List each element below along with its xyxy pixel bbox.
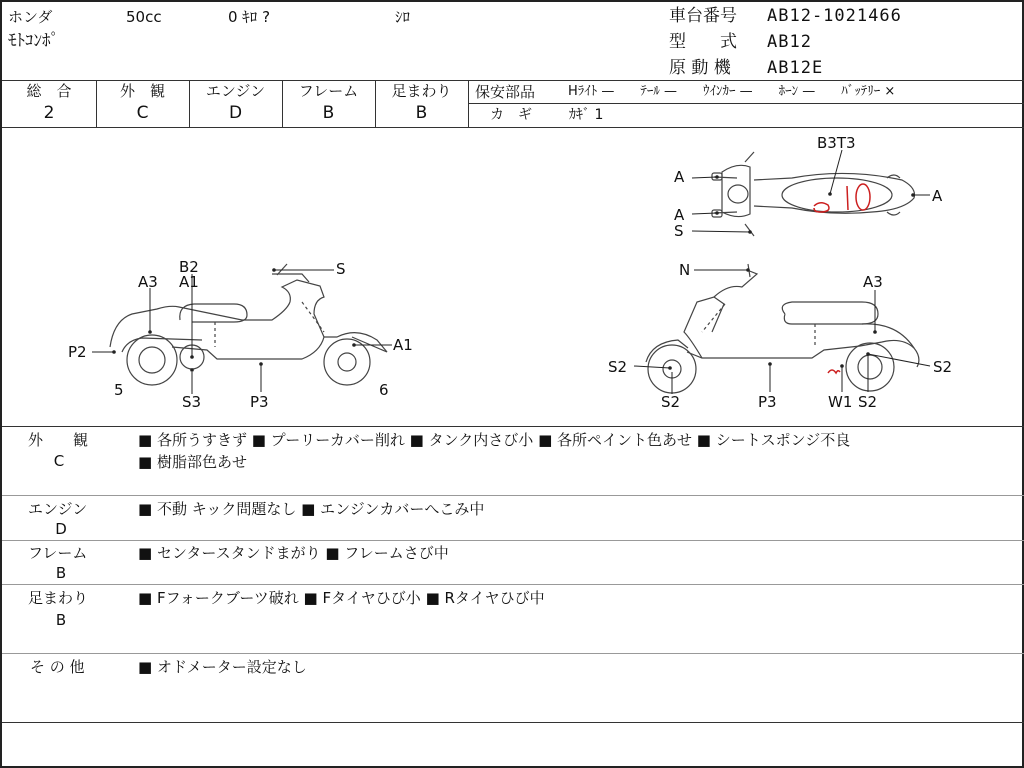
label-right-s2-bottom-left: S2	[661, 393, 681, 411]
notes-engine-line-1: ■ 不動 キック問題なし ■ エンジンカバーへこみ中	[138, 500, 485, 518]
notes-frame-label: フレーム	[28, 544, 88, 562]
notes-frame-line-1: ■ センタースタンドまがり ■ フレームさび中	[138, 544, 449, 562]
label-left-p3: P3	[250, 393, 269, 411]
key-value: ｶｷﾞ 1	[569, 107, 604, 123]
label-left-p2: P2	[68, 343, 87, 361]
label-top-s: S	[674, 222, 684, 240]
frame-no-label: 車台番号	[669, 6, 737, 26]
label-right-p3: P3	[758, 393, 777, 411]
notes-exterior-grade: C	[53, 452, 65, 470]
scooter-top-view	[712, 152, 915, 236]
notes-engine-label: エンジン	[28, 500, 88, 518]
engine-model-label: 原 動 機	[669, 58, 731, 78]
label-left-6: 6	[379, 381, 389, 399]
frame-no-value: AB12-1021466	[767, 6, 902, 26]
safety-parts-items: Hﾗｲﾄ — ﾃｰﾙ — ｳｲﾝｶｰ — ﾎｰﾝ — ﾊﾞｯﾃﾘｰ ×	[568, 84, 896, 99]
label-top-a-2: A	[674, 206, 685, 224]
displacement: 50cc	[126, 8, 162, 26]
label-top-a-right: A	[932, 187, 943, 205]
label-b3t3: B3T3	[817, 134, 856, 152]
key-label: カ ギ	[490, 107, 532, 123]
body-color: ｼﾛ	[395, 8, 411, 26]
notes-suspension-grade: B	[55, 611, 67, 629]
safety-parts-label: 保安部品	[475, 83, 536, 101]
label-right-s2-bottom-right: S2	[858, 393, 878, 411]
type-label: 型 式	[669, 32, 737, 52]
marker-dots	[112, 175, 915, 372]
label-left-a1-right: A1	[393, 336, 413, 354]
notes-frame-grade: B	[55, 564, 67, 582]
frame-grade-label: フレーム	[298, 82, 359, 100]
label-left-b2: B2	[179, 258, 199, 276]
notes-suspension-label: 足まわり	[28, 589, 89, 607]
frame-grade-value: B	[322, 103, 335, 123]
divider	[468, 103, 1024, 104]
label-right-s2-right: S2	[933, 358, 953, 376]
maker: ホンダ	[8, 8, 53, 26]
notes-engine-grade: D	[55, 520, 67, 538]
engine-grade-label: エンジン	[205, 82, 266, 100]
notes-other-label: そ の 他	[30, 658, 85, 676]
label-left-s: S	[336, 260, 346, 278]
divider	[2, 722, 1024, 723]
notes-exterior-label: 外 観	[28, 431, 89, 449]
engine-model-value: AB12E	[767, 58, 824, 78]
model-name: ﾓﾄｺﾝﾎﾟ	[8, 31, 59, 51]
exterior-grade-label: 外 観	[119, 82, 165, 100]
label-right-a3: A3	[863, 273, 883, 291]
label-right-s2-left: S2	[608, 358, 628, 376]
divider	[468, 80, 469, 127]
label-left-a1-top: A1	[179, 273, 199, 291]
divider	[2, 584, 1024, 585]
type-value: AB12	[767, 32, 812, 52]
label-top-a-1: A	[674, 168, 685, 186]
label-right-n: N	[679, 261, 691, 279]
suspension-grade-value: B	[415, 103, 428, 123]
engine-grade-value: D	[228, 103, 243, 123]
overall-grade-label: 総 合	[26, 82, 72, 100]
divider	[2, 653, 1024, 654]
exterior-grade-value: C	[136, 103, 149, 123]
suspension-grade-label: 足まわり	[391, 82, 452, 100]
divider	[2, 80, 1024, 81]
divider	[2, 426, 1024, 427]
divider	[2, 540, 1024, 541]
divider	[2, 495, 1024, 496]
mileage: 0 ｷﾛ ?	[228, 8, 271, 26]
label-left-s3: S3	[182, 393, 202, 411]
label-right-w1: W1	[828, 393, 853, 411]
overall-grade-value: 2	[43, 103, 55, 123]
notes-suspension-line-1: ■ Fフォークブーツ破れ ■ Fタイヤひび小 ■ Rタイヤひび中	[138, 589, 545, 607]
notes-other-line-1: ■ オドメーター設定なし	[138, 658, 307, 676]
label-left-a3: A3	[138, 273, 158, 291]
label-left-5: 5	[114, 381, 124, 399]
notes-exterior-line-2: ■ 樹脂部色あせ	[138, 453, 247, 471]
notes-exterior-line-1: ■ 各所うすきず ■ プーリーカバー削れ ■ タンク内さび小 ■ 各所ペイント色あせ ■ シートスポンジ不良	[138, 431, 851, 449]
